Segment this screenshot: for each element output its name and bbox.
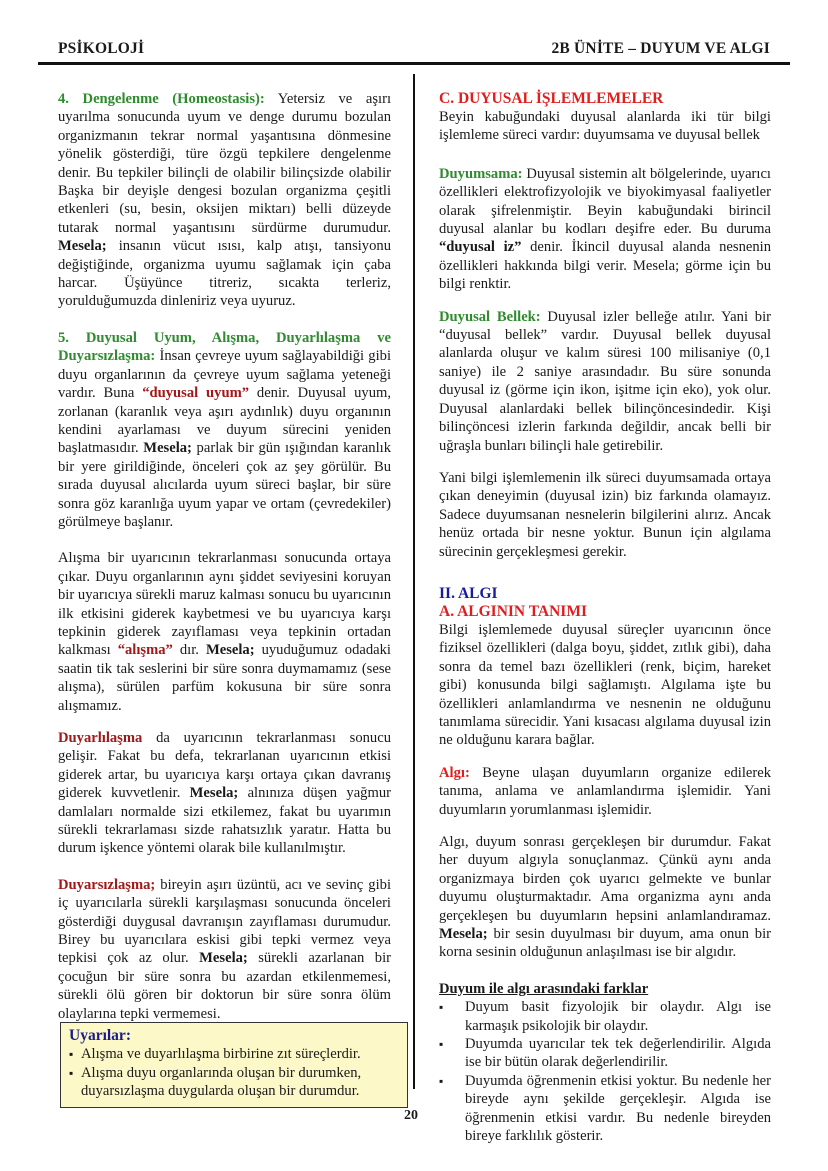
difference-item: ▪ Duyumda öğrenmenin etkisi yoktur. Bu nedenle her bireyde aynı şekilde gerçekleşir. Algıda ise öğrenmenin etkisi vardır. Bu nedenle bireyden bireye farklılık gösterir.	[439, 1072, 771, 1146]
paragraph-text: Beyne ulaşan duyumların organize edilerek tanıma, anlama ve anlamlandırma işlemidir. Yani duyumların yorumlanması işlemidir.	[439, 764, 771, 818]
paragraph-perception-after	[439, 833, 771, 962]
paragraph-text: sürekli azarlanan bir çocuğun bir süre sonra bu azardan etkilenmemesi, sürekli ölü gören bir doktorun bir süre sonra ölüm olaylarına tepki vermemesi.	[58, 950, 391, 1022]
example-label: Mesela;	[189, 785, 239, 802]
warnings-title: Uyarılar:	[69, 1027, 131, 1044]
subsection-heading-definition: A. ALGININ TANIMI	[439, 602, 587, 620]
paragraph-text: da uyarıcının tekrarlanması sonucu gelişir. Fakat bu defa, tekrarlanan uyarıcının etkisi giderek artar, bu uyarıcıya karşı ortaya çıkan davranış giderek kuvvetlenir.	[58, 730, 391, 802]
paragraph-summary: Yani bilgi işlemlemenin ilk süreci duyumsamada ortaya çıkan deneyimin (duyusal izin) biz farkında olamayız. Sadece duyumsanan nesnelerin bilgilerini alırız. Ancak henüz ortada bir nesne yoktur. Bunun için algılama sürecinin gerçekleşmesi gerekir.	[439, 469, 771, 560]
paragraph-text: Yetersiz ve aşırı uyarılma sonucunda uyum ve denge durumu bozulan organizmanın tekrar normal yaşantısına dönmesine yönelik gösterdiği, türe özgü tepkilere dengelenme denir. Bu tepkiler bilinçli de olabilir bilinçsizde olabilir Başka bir deyişle dengesi bozulan organizma çeşitli etkenleri (su, besin, oksijen miktarı) belli düzeyde tutarak normal yaşantısını sürdürme durumudur.	[58, 91, 391, 236]
paragraph-text: parlak bir gün ışığından karanlık bir yere girildiğinde, önceleri çok az şey görülür. Bu sırada duyusal alıcılarda uyum süreci başlar, bir süre sonra göz karanlığa uyum yapar ve ortam (çevredekiler) görülmeye başlanır.	[58, 440, 391, 530]
paragraph-text: denir. Duyusal uyum, zorlanan (karanlık veya aşırı aydınlık) duyu organının kendini ayarlaması ve duyum sürecini yeniden başlatmasıdır.	[58, 385, 391, 457]
bold-term: “duyusal iz”	[439, 239, 522, 256]
header-course-title: PSİKOLOJİ	[58, 40, 145, 57]
example-label: Mesela;	[199, 950, 248, 967]
warnings-list	[69, 1045, 399, 1100]
section-heading-perception: II. ALGI	[439, 584, 498, 602]
key-term: Algı:	[439, 764, 470, 781]
paragraph-text: uyuduğumuz odadaki saatin tik tak seslerini bir süre sonra duymamamız (sese alışma), sürülen parfüm kokusuna bir süre sonra alışmamız.	[58, 642, 391, 714]
paragraph-habituation	[58, 549, 391, 715]
paragraph-sensitization	[58, 729, 391, 858]
section-homeostasis	[58, 90, 391, 311]
key-term: “duyusal uyum”	[142, 385, 250, 402]
paragraph-text: denir. İkincil duyusal alanda nesnenin özellikleri hakkında bilgi verir. Mesela; görme için bu bilgi renktir.	[439, 239, 772, 293]
paragraph-sensation	[439, 165, 771, 294]
paragraph-text: insanın vücut ısısı, kalp atışı, tansiyonu değiştiğinde, organizma uyumu sağlamak için çaba harcar. Üşüyünce titreriz, sıcakta terleriz, yorulduğumuzda dinleniriz veya uyuruz.	[58, 238, 391, 310]
column-divider	[413, 74, 415, 1089]
section-title: 5. Duyusal Uyum, Alışma, Duyarlılaşma ve Duyarsızlaşma:	[58, 329, 391, 365]
section-title: 4. Dengelenme (Homeostasis):	[58, 91, 265, 107]
warnings-box	[60, 1022, 408, 1108]
paragraph-text: Duyusal sistemin alt bölgelerinde, uyarıcı özellikleri elektrofizyolojik ve biyokimyasal faaliyetler olarak şifrelenmiştir. Beyin kabuğundaki birincil duyusal alanlar bu kodları deşifre eder. Bu duruma	[439, 165, 771, 238]
example-label: Mesela;	[205, 642, 255, 659]
key-term: Duyarsızlaşma;	[58, 876, 156, 893]
header-rule	[38, 62, 790, 65]
paragraph-text: alnınıza düşen yağmur damlaları normalde sizi etkilemez, fakat bu uyarımın sürekli tekrarlaması sizde rahatsızlık yaratır. Hatta bu durum işkence yöntemi olarak bile kullanılmıştır.	[58, 785, 391, 857]
paragraph-desensitization	[58, 876, 391, 1023]
key-term: Duyarlılaşma	[58, 730, 143, 746]
warning-item: ▪ Alışma ve duyarlılaşma birbirine zıt süreçlerdir.	[69, 1045, 399, 1063]
example-label: Mesela;	[143, 440, 192, 457]
right-column	[439, 90, 771, 1146]
page-header	[58, 36, 770, 64]
paragraph-text: İnsan çevreye uyum sağlayabildiği gibi duyu organlarının da çevreye uyum sağlama yeteneği vardır. Buna	[58, 348, 391, 402]
differences-list	[439, 998, 771, 1145]
example-label: Mesela;	[58, 238, 107, 255]
paragraph-text: bir sesin duyulması bir duyum, ama onun bir korna sesinin olduğunun anlaşılması ise bir algıdır.	[439, 926, 771, 961]
key-term: Duyusal Bellek:	[439, 308, 541, 325]
left-column	[58, 90, 391, 1037]
paragraph-sensory-memory	[439, 308, 771, 455]
key-term: Duyumsama:	[439, 165, 523, 182]
example-label: Mesela;	[439, 926, 488, 943]
paragraph-perception-definition: Bilgi işlemlemede duyusal süreçler uyarıcının önce fiziksel özellikleri (dalga boyu, şiddet, zıtlık gibi), daha sonra da temel bazı özellikleri (renk, biçim, hareket gibi) konusunda bilgi sağlamıştı. Algılama işte bu özellikleri anlamlandırma ve nesnenin ne olduğunu tanımlama sürecidir. Yani kısacası algılama duyusal izin ne olduğunu karara bağlar.	[439, 621, 771, 749]
difference-item: ▪ Duyum basit fizyolojik bir olaydır. Algı ise karmaşık psikolojik bir olaydır.	[439, 998, 771, 1035]
paragraph-text: bireyin aşırı üzüntü, acı ve sevinç gibi iç uyarıcılarla sürekli karşılaşması sonucunda önceleri gösterdiği duygusal davranışın zayıflaması durumudur. Birey bu uyarıcılara eskisi gibi tepki vermez veya tepkisi çok az olur.	[58, 876, 391, 967]
differences-title: Duyum ile algı arasındaki farklar	[439, 980, 649, 997]
warning-item: ▪ Alışma duyu organlarında oluşan bir durumken, duyarsızlaşma duygularda oluşan bir durumdur.	[69, 1064, 399, 1101]
page-number: 20	[404, 1108, 418, 1123]
difference-item: ▪ Duyumda uyarıcılar tek tek değerlendirilir. Algıda ise bir bütün olarak değerlendirilir.	[439, 1035, 771, 1072]
key-term: “alışma”	[117, 642, 173, 659]
section-sensory-adaptation	[58, 329, 391, 531]
header-unit-title: 2B ÜNİTE – DUYUM VE ALGI	[551, 40, 770, 57]
paragraph-text: dır.	[172, 642, 206, 659]
paragraph-text: Alışma bir uyarıcının tekrarlanması sonucunda ortaya çıkar. Duyu organlarının aynı şiddet seviyesini koruyan bir uyarıcıya sürekli maruz kalması sonucu bu uyarıcının ilk etkisini giderek kaybetmesi ve bu uyarıcıya karşı tepkinin giderek zayıflaması veya tepkinin ortadan kalkması	[58, 550, 391, 659]
section-heading-sensory-processing: C. DUYUSAL İŞLEMLEMELER	[439, 90, 664, 107]
paragraph-text: Duyusal izler belleğe atılır. Yani bir “duyusal bellek” vardır. Duyusal bellek duyusal alanlarda oluşur ve kalım süresi 100 milisaniye (0,1 saniye) ile 2 saniye arasındadır. Bu süre sonunda duyusal iz (görme için ikon, işitme için eko), yok olur. Duyusal alanlardaki bellek bilinçöncesindedir. Kişi bilinçöncesi izlerin farkında değildir, ancak belli bir uğraşla bunları bilinçli hale getirebilir.	[439, 308, 771, 454]
paragraph-intro: Beyin kabuğundaki duyusal alanlarda iki tür bilgi işlemleme süreci vardır: duyumsama ve duyusal bellek	[439, 109, 771, 144]
paragraph-text: Algı, duyum sonrası gerçekleşen bir durumdur. Fakat her duyum algıyla sonuçlanmaz. Çünkü aynı anda organizmaya birden çok uyarıcı gelmekte ve bunlar duyumu oluşturmaktadır. Ama organizma aynı anda gerçekleşen bu duyumların hepsini anlamlandıramaz.	[439, 834, 771, 924]
paragraph-perception-term	[439, 764, 771, 819]
